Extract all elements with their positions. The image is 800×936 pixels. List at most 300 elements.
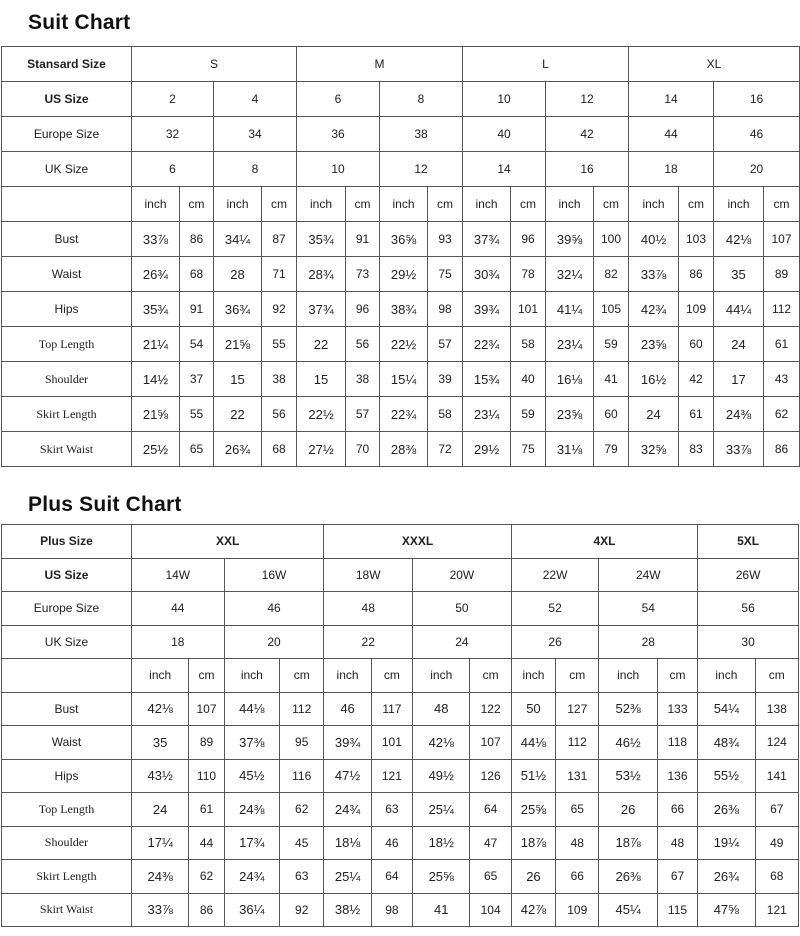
- measurement-row: [2, 397, 800, 432]
- europe-size-label: Europe Size: [2, 117, 132, 152]
- cm-value: 72: [428, 432, 463, 467]
- inch-value: 33⅞: [132, 222, 180, 257]
- inch-value: 42⅛: [131, 692, 188, 726]
- inch-value: 39¾: [463, 292, 511, 327]
- unit-cm: cm: [180, 187, 214, 222]
- measurement-label: Waist: [2, 257, 132, 292]
- cm-value: 55: [262, 327, 297, 362]
- inch-value: 33⅞: [131, 893, 188, 927]
- inch-value: 51½: [511, 759, 555, 793]
- plus-suit-chart-table: [1, 524, 799, 927]
- uk-size-value: 14: [463, 152, 546, 187]
- inch-value: 42⅛: [714, 222, 764, 257]
- measurement-row: [2, 257, 800, 292]
- europe-size-value: 34: [214, 117, 297, 152]
- europe-size-value: 46: [714, 117, 800, 152]
- inch-value: 40½: [629, 222, 679, 257]
- us-size-value: 2: [132, 82, 214, 117]
- inch-value: 45¼: [599, 893, 657, 927]
- inch-value: 27½: [297, 432, 346, 467]
- size-group: 4XL: [511, 525, 697, 559]
- size-group: M: [297, 47, 463, 82]
- cm-value: 98: [428, 292, 463, 327]
- unit-cm: cm: [764, 187, 800, 222]
- inch-value: 16½: [629, 362, 679, 397]
- inch-value: 33⅞: [714, 432, 764, 467]
- cm-value: 112: [280, 692, 324, 726]
- cm-value: 126: [470, 759, 511, 793]
- europe-size-value: 50: [413, 592, 512, 626]
- cm-value: 136: [657, 759, 697, 793]
- cm-value: 61: [189, 793, 224, 827]
- inch-value: 45½: [224, 759, 279, 793]
- inch-value: 34¼: [214, 222, 262, 257]
- inch-value: 23⅝: [629, 327, 679, 362]
- inch-value: 26¾: [214, 432, 262, 467]
- inch-value: 22¾: [380, 397, 428, 432]
- cm-value: 37: [180, 362, 214, 397]
- inch-value: 49½: [413, 759, 470, 793]
- uk-size-value: 6: [132, 152, 214, 187]
- measurement-label: Hips: [2, 759, 132, 793]
- cm-value: 75: [428, 257, 463, 292]
- inch-value: 44¼: [714, 292, 764, 327]
- units-row-blank: [2, 659, 132, 693]
- unit-cm: cm: [371, 659, 412, 693]
- inch-value: 32⅝: [629, 432, 679, 467]
- measurement-row: [2, 726, 799, 760]
- cm-value: 66: [556, 860, 599, 894]
- unit-inch: inch: [131, 659, 188, 693]
- measurement-row: [2, 292, 800, 327]
- cm-value: 101: [511, 292, 546, 327]
- inch-value: 32¼: [546, 257, 594, 292]
- inch-value: 41¼: [546, 292, 594, 327]
- unit-inch: inch: [132, 187, 180, 222]
- cm-value: 92: [280, 893, 324, 927]
- cm-value: 39: [428, 362, 463, 397]
- inch-value: 47⅝: [698, 893, 755, 927]
- units-row-blank: [2, 187, 132, 222]
- inch-value: 18½: [413, 826, 470, 860]
- inch-value: 22½: [297, 397, 346, 432]
- size-group: XXL: [131, 525, 323, 559]
- inch-value: 24: [714, 327, 764, 362]
- inch-value: 46½: [599, 726, 657, 760]
- europe-size-value: 40: [463, 117, 546, 152]
- inch-value: 15¾: [463, 362, 511, 397]
- suit-chart-table: [1, 46, 800, 467]
- cm-value: 38: [262, 362, 297, 397]
- cm-value: 83: [679, 432, 714, 467]
- cm-value: 91: [346, 222, 380, 257]
- europe-size-value: 56: [698, 592, 799, 626]
- inch-value: 38½: [324, 893, 371, 927]
- unit-inch: inch: [324, 659, 371, 693]
- measurement-label: Bust: [2, 222, 132, 257]
- cm-value: 116: [280, 759, 324, 793]
- inch-value: 21¼: [132, 327, 180, 362]
- cm-value: 65: [180, 432, 214, 467]
- us-size-value: 6: [297, 82, 380, 117]
- us-size-value: 22W: [511, 558, 599, 592]
- europe-size-value: 48: [324, 592, 413, 626]
- cm-value: 115: [657, 893, 697, 927]
- measurement-label: Skirt Length: [2, 397, 132, 432]
- inch-value: 42⅛: [413, 726, 470, 760]
- cm-value: 100: [594, 222, 629, 257]
- measurement-label: Skirt Length: [2, 860, 132, 894]
- unit-inch: inch: [698, 659, 755, 693]
- measurement-label: Shoulder: [2, 362, 132, 397]
- us-size-value: 26W: [698, 558, 799, 592]
- inch-value: 29½: [463, 432, 511, 467]
- cm-value: 79: [594, 432, 629, 467]
- europe-size-value: 44: [131, 592, 224, 626]
- measurement-row: [2, 793, 799, 827]
- cm-value: 70: [346, 432, 380, 467]
- unit-cm: cm: [594, 187, 629, 222]
- cm-value: 96: [511, 222, 546, 257]
- inch-value: 36¾: [214, 292, 262, 327]
- inch-value: 37¾: [297, 292, 346, 327]
- measurement-label: Hips: [2, 292, 132, 327]
- inch-value: 54¼: [698, 692, 755, 726]
- us-size-row: [2, 558, 799, 592]
- inch-value: 14½: [132, 362, 180, 397]
- cm-value: 68: [180, 257, 214, 292]
- inch-value: 15: [214, 362, 262, 397]
- us-size-value: 12: [546, 82, 629, 117]
- inch-value: 18⅛: [324, 826, 371, 860]
- cm-value: 41: [594, 362, 629, 397]
- inch-value: 17¾: [224, 826, 279, 860]
- inch-value: 52⅜: [599, 692, 657, 726]
- cm-value: 59: [511, 397, 546, 432]
- inch-value: 17¼: [131, 826, 188, 860]
- cm-value: 124: [755, 726, 798, 760]
- inch-value: 22: [297, 327, 346, 362]
- cm-value: 98: [371, 893, 412, 927]
- size-header-row: [2, 47, 800, 82]
- cm-value: 82: [594, 257, 629, 292]
- inch-value: 23⅝: [546, 397, 594, 432]
- unit-inch: inch: [714, 187, 764, 222]
- cm-value: 57: [428, 327, 463, 362]
- unit-inch: inch: [214, 187, 262, 222]
- cm-value: 44: [189, 826, 224, 860]
- cm-value: 109: [679, 292, 714, 327]
- cm-value: 49: [755, 826, 798, 860]
- inch-value: 29½: [380, 257, 428, 292]
- cm-value: 86: [180, 222, 214, 257]
- cm-value: 57: [346, 397, 380, 432]
- cm-value: 62: [764, 397, 800, 432]
- inch-value: 19¼: [698, 826, 755, 860]
- size-group: 5XL: [698, 525, 799, 559]
- inch-value: 25⅝: [413, 860, 470, 894]
- cm-value: 91: [180, 292, 214, 327]
- cm-value: 45: [280, 826, 324, 860]
- cm-value: 101: [371, 726, 412, 760]
- cm-value: 93: [428, 222, 463, 257]
- uk-size-value: 30: [698, 625, 799, 659]
- size-group: S: [132, 47, 297, 82]
- cm-value: 109: [556, 893, 599, 927]
- inch-value: 24¾: [224, 860, 279, 894]
- us-size-value: 10: [463, 82, 546, 117]
- inch-value: 24¾: [324, 793, 371, 827]
- inch-value: 30¾: [463, 257, 511, 292]
- inch-value: 24⅜: [131, 860, 188, 894]
- measurement-label: Top Length: [2, 793, 132, 827]
- size-group: L: [463, 47, 629, 82]
- units-row: [2, 659, 799, 693]
- cm-value: 61: [764, 327, 800, 362]
- cm-value: 63: [280, 860, 324, 894]
- inch-value: 22½: [380, 327, 428, 362]
- unit-inch: inch: [599, 659, 657, 693]
- inch-value: 35¾: [132, 292, 180, 327]
- inch-value: 39¾: [324, 726, 371, 760]
- uk-size-value: 10: [297, 152, 380, 187]
- inch-value: 44⅛: [511, 726, 555, 760]
- europe-size-value: 38: [380, 117, 463, 152]
- inch-value: 22: [214, 397, 262, 432]
- europe-size-value: 54: [599, 592, 698, 626]
- cm-value: 89: [764, 257, 800, 292]
- inch-value: 31⅛: [546, 432, 594, 467]
- unit-inch: inch: [546, 187, 594, 222]
- uk-size-value: 20: [714, 152, 800, 187]
- cm-value: 86: [679, 257, 714, 292]
- cm-value: 71: [262, 257, 297, 292]
- cm-value: 78: [511, 257, 546, 292]
- unit-inch: inch: [297, 187, 346, 222]
- cm-value: 107: [470, 726, 511, 760]
- measurement-label: Waist: [2, 726, 132, 760]
- size-header-row: [2, 525, 799, 559]
- inch-value: 35¾: [297, 222, 346, 257]
- inch-value: 26¾: [132, 257, 180, 292]
- cm-value: 138: [755, 692, 798, 726]
- us-size-value: 16: [714, 82, 800, 117]
- cm-value: 64: [371, 860, 412, 894]
- us-size-value: 4: [214, 82, 297, 117]
- measurement-row: [2, 759, 799, 793]
- europe-size-value: 32: [132, 117, 214, 152]
- cm-value: 62: [189, 860, 224, 894]
- inch-value: 53½: [599, 759, 657, 793]
- cm-value: 40: [511, 362, 546, 397]
- unit-inch: inch: [629, 187, 679, 222]
- inch-value: 18⅞: [511, 826, 555, 860]
- inch-value: 26⅜: [698, 793, 755, 827]
- measurement-label: Skirt Waist: [2, 893, 132, 927]
- cm-value: 131: [556, 759, 599, 793]
- us-size-row: [2, 82, 800, 117]
- inch-value: 38¾: [380, 292, 428, 327]
- us-size-value: 16W: [224, 558, 324, 592]
- cm-value: 96: [346, 292, 380, 327]
- inch-value: 24⅜: [714, 397, 764, 432]
- units-row: [2, 187, 800, 222]
- europe-size-label: Europe Size: [2, 592, 132, 626]
- cm-value: 55: [180, 397, 214, 432]
- cm-value: 61: [679, 397, 714, 432]
- cm-value: 107: [189, 692, 224, 726]
- cm-value: 59: [594, 327, 629, 362]
- inch-value: 15: [297, 362, 346, 397]
- inch-value: 26¾: [698, 860, 755, 894]
- unit-cm: cm: [428, 187, 463, 222]
- cm-value: 89: [189, 726, 224, 760]
- cm-value: 38: [346, 362, 380, 397]
- inch-value: 18⅞: [599, 826, 657, 860]
- inch-value: 48¾: [698, 726, 755, 760]
- inch-value: 25½: [132, 432, 180, 467]
- unit-cm: cm: [280, 659, 324, 693]
- unit-inch: inch: [463, 187, 511, 222]
- uk-size-value: 26: [511, 625, 599, 659]
- uk-size-value: 22: [324, 625, 413, 659]
- unit-cm: cm: [262, 187, 297, 222]
- unit-cm: cm: [755, 659, 798, 693]
- inch-value: 42¾: [629, 292, 679, 327]
- cm-value: 65: [556, 793, 599, 827]
- inch-value: 50: [511, 692, 555, 726]
- uk-size-value: 16: [546, 152, 629, 187]
- size-header-label: Plus Size: [2, 525, 132, 559]
- uk-size-value: 18: [629, 152, 714, 187]
- cm-value: 66: [657, 793, 697, 827]
- cm-value: 67: [755, 793, 798, 827]
- unit-cm: cm: [556, 659, 599, 693]
- cm-value: 68: [755, 860, 798, 894]
- unit-cm: cm: [511, 187, 546, 222]
- inch-value: 17: [714, 362, 764, 397]
- cm-value: 46: [371, 826, 412, 860]
- inch-value: 46: [324, 692, 371, 726]
- uk-size-label: UK Size: [2, 152, 132, 187]
- cm-value: 112: [556, 726, 599, 760]
- cm-value: 42: [679, 362, 714, 397]
- europe-size-value: 36: [297, 117, 380, 152]
- cm-value: 105: [594, 292, 629, 327]
- cm-value: 68: [262, 432, 297, 467]
- cm-value: 56: [262, 397, 297, 432]
- unit-cm: cm: [679, 187, 714, 222]
- inch-value: 16⅛: [546, 362, 594, 397]
- inch-value: 26: [599, 793, 657, 827]
- inch-value: 28¾: [297, 257, 346, 292]
- cm-value: 48: [556, 826, 599, 860]
- cm-value: 58: [428, 397, 463, 432]
- cm-value: 141: [755, 759, 798, 793]
- inch-value: 25¼: [324, 860, 371, 894]
- cm-value: 104: [470, 893, 511, 927]
- measurement-row: [2, 432, 800, 467]
- cm-value: 43: [764, 362, 800, 397]
- inch-value: 39⅝: [546, 222, 594, 257]
- inch-value: 37¾: [463, 222, 511, 257]
- inch-value: 41: [413, 893, 470, 927]
- measurement-label: Shoulder: [2, 826, 132, 860]
- unit-cm: cm: [470, 659, 511, 693]
- inch-value: 36⅝: [380, 222, 428, 257]
- europe-size-row: [2, 117, 800, 152]
- inch-value: 35: [131, 726, 188, 760]
- measurement-row: [2, 362, 800, 397]
- measurement-row: [2, 327, 800, 362]
- us-size-value: 14W: [131, 558, 224, 592]
- cm-value: 92: [262, 292, 297, 327]
- cm-value: 95: [280, 726, 324, 760]
- cm-value: 73: [346, 257, 380, 292]
- cm-value: 56: [346, 327, 380, 362]
- inch-value: 21⅝: [132, 397, 180, 432]
- cm-value: 87: [262, 222, 297, 257]
- cm-value: 60: [594, 397, 629, 432]
- inch-value: 55½: [698, 759, 755, 793]
- europe-size-value: 46: [224, 592, 324, 626]
- uk-size-value: 20: [224, 625, 324, 659]
- cm-value: 65: [470, 860, 511, 894]
- size-group: XL: [629, 47, 800, 82]
- cm-value: 62: [280, 793, 324, 827]
- unit-inch: inch: [413, 659, 470, 693]
- suit-chart-title: Suit Chart: [28, 11, 131, 34]
- europe-size-value: 52: [511, 592, 599, 626]
- unit-cm: cm: [346, 187, 380, 222]
- cm-value: 110: [189, 759, 224, 793]
- cm-value: 48: [657, 826, 697, 860]
- plus-suit-chart-title: Plus Suit Chart: [28, 493, 182, 516]
- measurement-row: [2, 826, 799, 860]
- uk-size-value: 18: [131, 625, 224, 659]
- measurement-row: [2, 893, 799, 927]
- inch-value: 48: [413, 692, 470, 726]
- inch-value: 44⅛: [224, 692, 279, 726]
- measurement-row: [2, 860, 799, 894]
- uk-size-label: UK Size: [2, 625, 132, 659]
- unit-inch: inch: [224, 659, 279, 693]
- cm-value: 121: [755, 893, 798, 927]
- unit-cm: cm: [189, 659, 224, 693]
- us-size-value: 18W: [324, 558, 413, 592]
- inch-value: 36¼: [224, 893, 279, 927]
- inch-value: 37⅜: [224, 726, 279, 760]
- cm-value: 112: [764, 292, 800, 327]
- size-header-label: Stansard Size: [2, 47, 132, 82]
- cm-value: 118: [657, 726, 697, 760]
- inch-value: 33⅞: [629, 257, 679, 292]
- inch-value: 15¼: [380, 362, 428, 397]
- europe-size-value: 44: [629, 117, 714, 152]
- inch-value: 26⅜: [599, 860, 657, 894]
- uk-size-value: 28: [599, 625, 698, 659]
- cm-value: 122: [470, 692, 511, 726]
- unit-cm: cm: [657, 659, 697, 693]
- inch-value: 47½: [324, 759, 371, 793]
- cm-value: 60: [679, 327, 714, 362]
- cm-value: 86: [764, 432, 800, 467]
- unit-inch: inch: [511, 659, 555, 693]
- us-size-label: US Size: [2, 82, 132, 117]
- cm-value: 58: [511, 327, 546, 362]
- us-size-label: US Size: [2, 558, 132, 592]
- inch-value: 43½: [131, 759, 188, 793]
